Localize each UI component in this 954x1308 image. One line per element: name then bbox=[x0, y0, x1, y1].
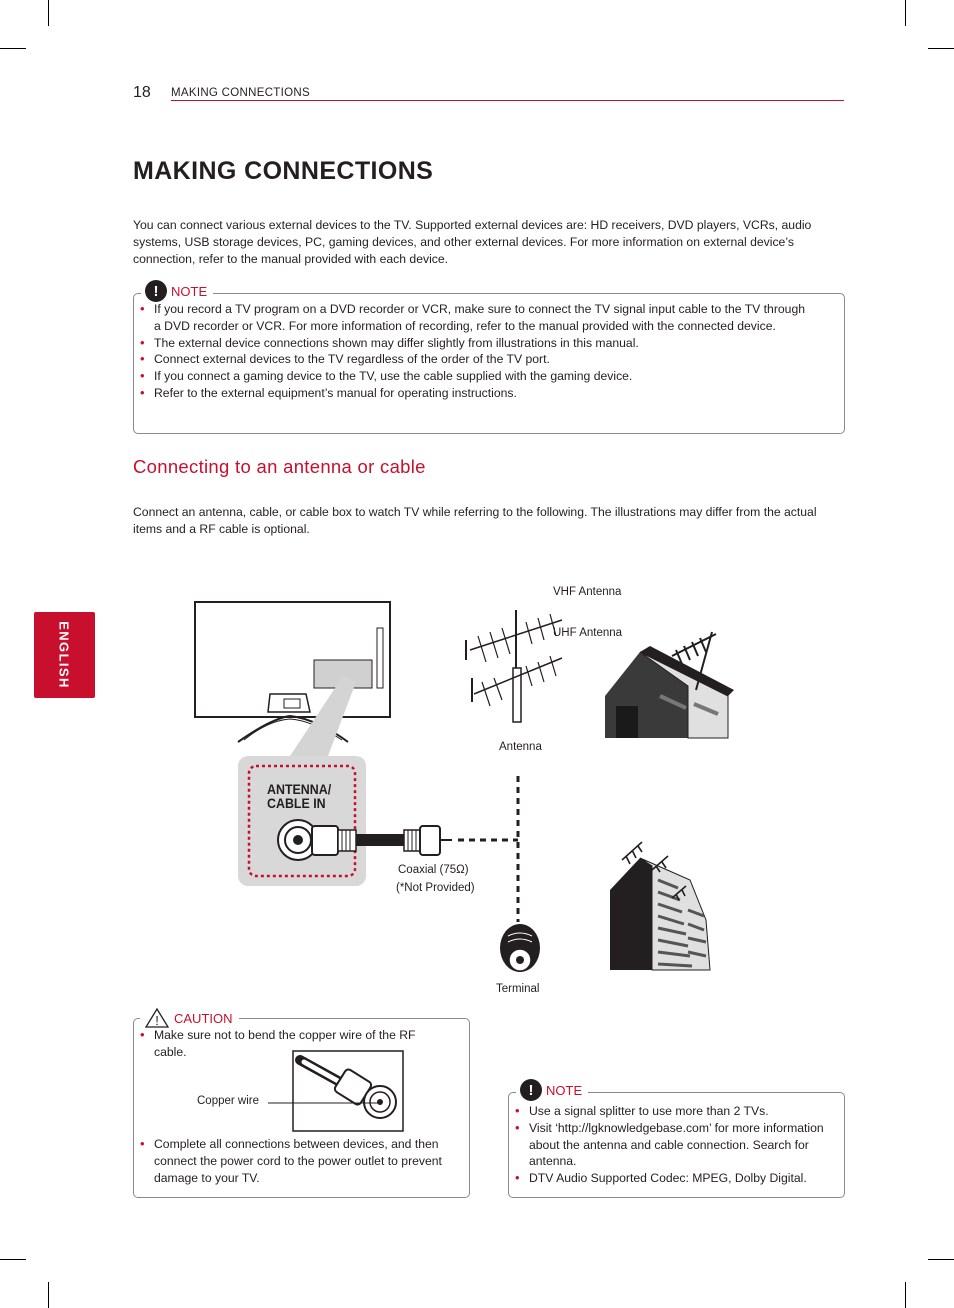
antenna-label: Antenna bbox=[499, 741, 542, 753]
caution-label: CAUTION bbox=[174, 1010, 233, 1026]
port-label bbox=[267, 783, 331, 811]
vhf-antenna-label: VHF Antenna bbox=[553, 586, 622, 598]
language-tab-label: ENGLISH bbox=[56, 621, 72, 689]
port-label-line1: ANTENNA/ bbox=[267, 782, 332, 797]
caution-item: • Make sure not to bend the copper wire of the RF cable. bbox=[133, 1027, 448, 1061]
section-paragraph: Connect an antenna, cable, or cable box to watch TV while referring to the following. The illustrations may differ from the actual items and a RF cable is optional. bbox=[133, 505, 817, 536]
terminal-illustration bbox=[500, 924, 540, 972]
note-item: • Use a signal splitter to use more than 2 TVs. bbox=[508, 1103, 833, 1120]
note-item: • Refer to the external equipment’s manual for operating instructions. bbox=[133, 385, 813, 402]
warning-icon bbox=[144, 1007, 170, 1029]
caution-item: • Complete all connections between devices, and then connect the power cord to the power outlet to prevent damage to your TV. bbox=[133, 1136, 448, 1186]
note-item: • Visit ‘http://lgknowledgebase.com’ for more information about the antenna and cable connection. Search for antenna. bbox=[508, 1120, 833, 1170]
antenna-illustration bbox=[466, 610, 562, 722]
note-item: • DTV Audio Supported Codec: MPEG, Dolby Digital. bbox=[508, 1170, 833, 1187]
note-item: • If you record a TV program on a DVD recorder or VCR, make sure to connect the TV signal input cable to the TV through a DVD recorder or VCR. For more information of recording, refer to the manual provided with the connected device. bbox=[133, 301, 813, 335]
caution-header bbox=[140, 1007, 239, 1029]
coax-note: (*Not Provided) bbox=[396, 882, 475, 894]
note-header-2 bbox=[516, 1079, 588, 1101]
tv-illustration bbox=[195, 602, 390, 742]
terminal-label: Terminal bbox=[496, 983, 540, 995]
svg-text:!: ! bbox=[155, 1013, 159, 1028]
intro-paragraph: You can connect various external devices to the TV. Supported external devices are: HD receivers, DVD players, VCRs, audio systems, USB storage devices, PC, gaming devices, and other external devices. For more information on external device’s connection, refer to the manual provided with each device. bbox=[133, 218, 812, 266]
coax-cable bbox=[312, 826, 452, 855]
note-label: NOTE bbox=[171, 283, 208, 299]
building-illustration bbox=[610, 842, 710, 970]
note-list-2 bbox=[508, 1103, 833, 1187]
section-heading: Connecting to an antenna or cable bbox=[133, 456, 426, 477]
exclamation-icon: ! bbox=[520, 1079, 542, 1101]
page-number: 18 bbox=[133, 84, 151, 101]
running-header: MAKING CONNECTIONS bbox=[171, 87, 310, 99]
copper-wire-label: Copper wire bbox=[197, 1095, 259, 1107]
caution-list-2 bbox=[133, 1136, 448, 1186]
uhf-antenna-label: UHF Antenna bbox=[553, 627, 623, 639]
port-label-line2: CABLE IN bbox=[267, 796, 326, 811]
caution-list-1 bbox=[133, 1027, 448, 1061]
note-item: • Connect external devices to the TV regardless of the order of the TV port. bbox=[133, 351, 813, 368]
note-item: • If you connect a gaming device to the TV, use the cable supplied with the gaming device. bbox=[133, 368, 813, 385]
note-item: • The external device connections shown may differ slightly from illustrations in this manual. bbox=[133, 335, 813, 352]
coax-label: Coaxial (75Ω) bbox=[398, 864, 469, 876]
exclamation-icon: ! bbox=[145, 280, 167, 302]
page-title: MAKING CONNECTIONS bbox=[133, 157, 434, 185]
house-illustration bbox=[605, 632, 734, 738]
note-label-2: NOTE bbox=[546, 1082, 583, 1098]
